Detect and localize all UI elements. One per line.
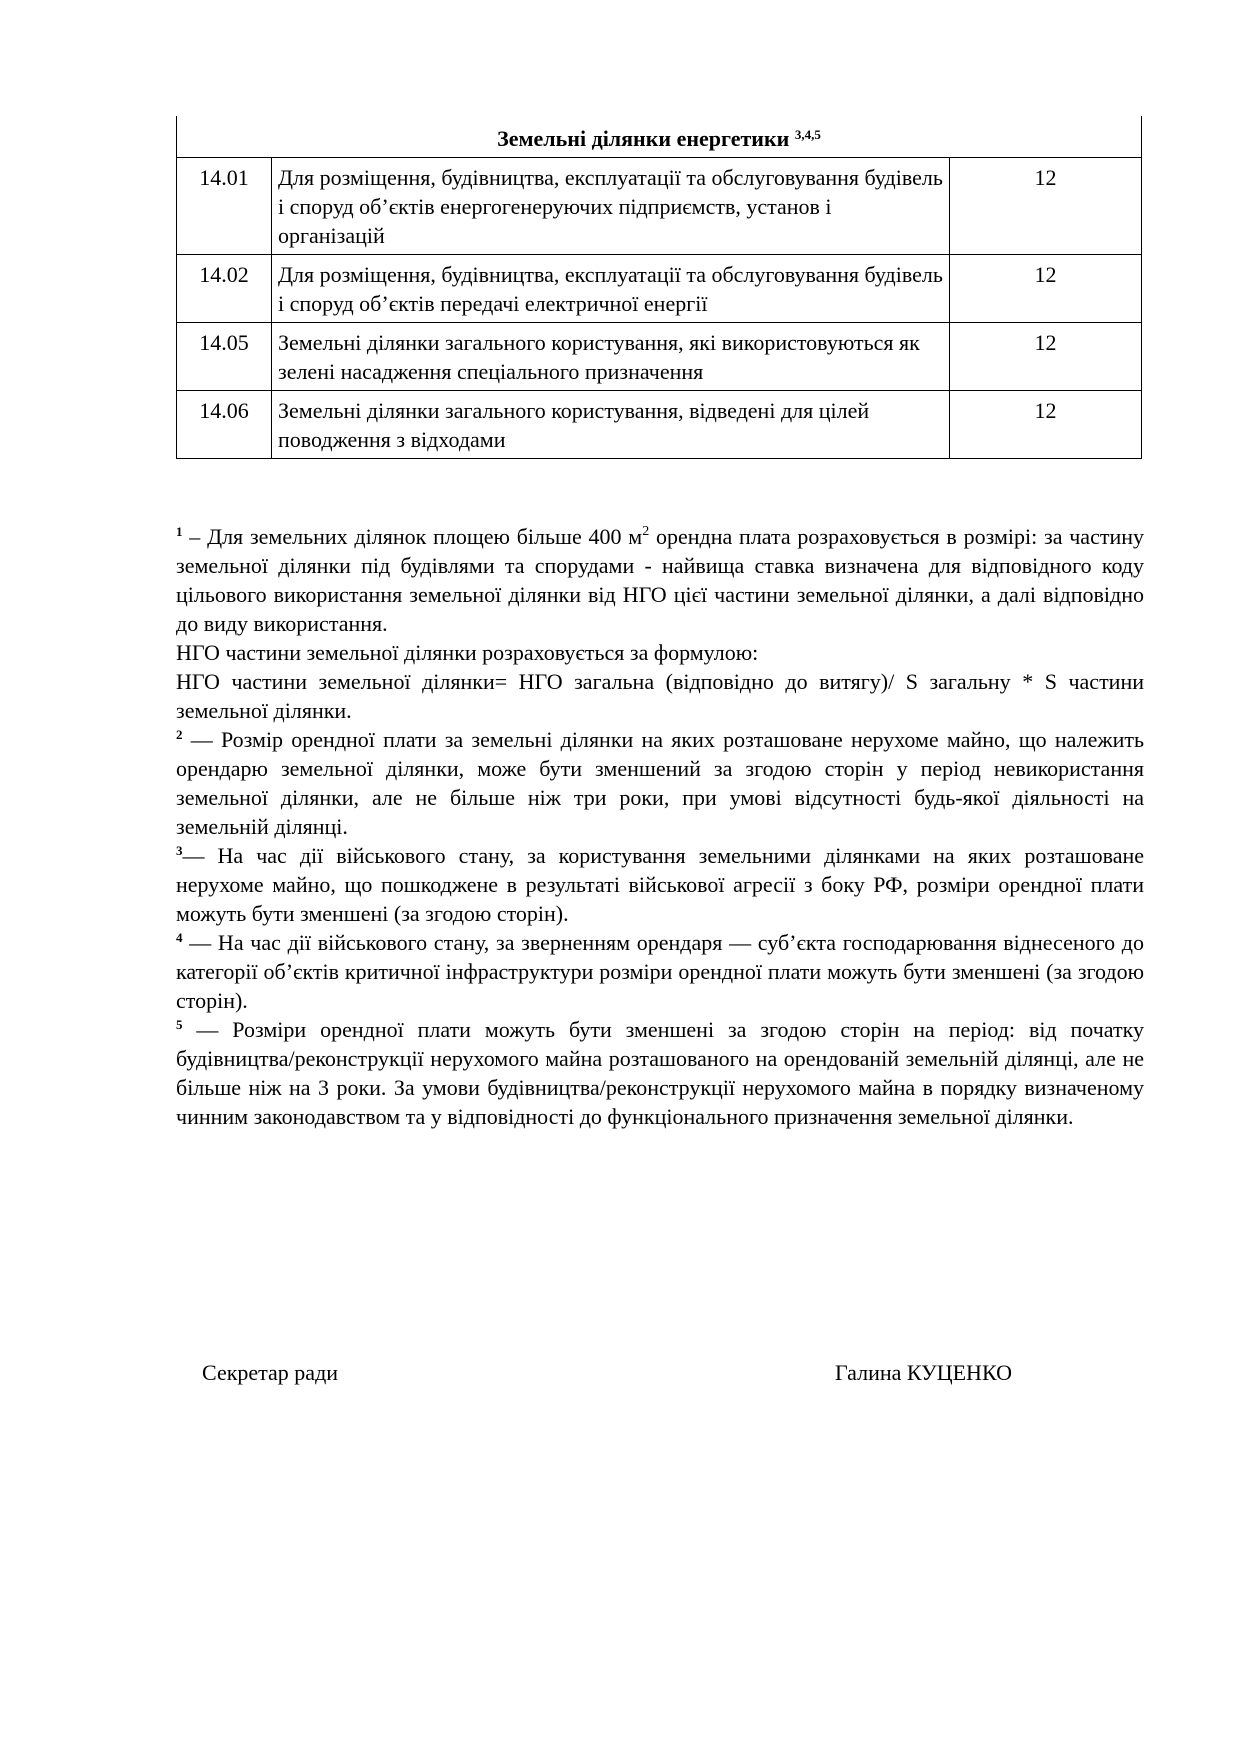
footnote-1-formula: НГО частини земельної ділянки= НГО загальна (відповідно до витягу)/ S загальну * S частини земельної ділянки. (176, 669, 1144, 723)
row-description: Земельні ділянки загального користування, відведені для цілей поводження з відходами (272, 391, 950, 459)
land-rates-table (176, 116, 1142, 459)
footnote-3-mark: 3 (176, 843, 183, 858)
row-description: Для розміщення, будівництва, експлуатації та обслуговування будівель і споруд об’єктів передачі електричної енергії (272, 255, 950, 323)
footnote-1-mark: 1 (176, 524, 183, 539)
footnote-5: $^5$ — Розміри орендної плати можуть бути зменшені за згодою сторін на період: від початку будівництва/реконструкції нерухомого майна розташованого на орендованій земельній ділянці, але не більше ніж на 3 роки. За умови будівництва/реконструкції нерухомого майна в порядку визначеному чинним законодавством та у відповідності до функціонального призначення земельної ділянки. (176, 1017, 1144, 1129)
footnote-5-mark: 5 (176, 1017, 183, 1032)
footnote-2: $^2$ — Розмір орендної плати за земельні ділянки на яких розташоване нерухоме майно, що належить орендарю земельної ділянки, може бути зменшений за згодою сторін у період невикористання земельної ділянки, але не більше ніж три роки, при умові відсутності будь-якої діяльності на земельній ділянці. (176, 727, 1144, 839)
row-rate: 12 (950, 158, 1142, 255)
section-title: Земельні ділянки енергетики $^{3,4,5}$ (177, 116, 1142, 158)
row-code: 14.02 (177, 255, 272, 323)
footnote-4: $^4$ — На час дії військового стану, за зверненням орендаря — суб’єкта господарювання віднесеного до категорії об’єктів критичної інфраструктури розміри орендної плати можуть бути зменшені (за згодою сторін). (176, 930, 1144, 1013)
table-section-header (177, 116, 1142, 158)
signature-name: Галина КУЦЕНКО (835, 1360, 1012, 1385)
footnote-3: $^3$— На час дії військового стану, за користування земельними ділянками на яких розташоване нерухоме майно, що пошкоджене в результаті військової агресії з боку РФ, розміри орендної плати можуть бути зменшені (за згодою сторін). (176, 843, 1144, 926)
table-row (177, 323, 1142, 391)
row-code: 14.06 (177, 391, 272, 459)
table-row (177, 255, 1142, 323)
footnote-4-mark: 4 (176, 930, 183, 945)
footnote-1-formula-intro: НГО частини земельної ділянки розраховується за формулою: (176, 640, 759, 665)
footnotes (176, 522, 1144, 1131)
square-meter-superscript: 2 (642, 524, 650, 539)
row-rate: 12 (950, 323, 1142, 391)
row-description: Земельні ділянки загального користування, які використовуються як зелені насадження спеціального призначення (272, 323, 950, 391)
row-code: 14.05 (177, 323, 272, 391)
table-row (177, 158, 1142, 255)
signature-position: Секретар ради (202, 1360, 339, 1385)
row-description: Для розміщення, будівництва, експлуатації та обслуговування будівель і споруд об’єктів енергогенеруючих підприємств, установ і організацій (272, 158, 950, 255)
row-rate: 12 (950, 255, 1142, 323)
row-rate: 12 (950, 391, 1142, 459)
row-code: 14.01 (177, 158, 272, 255)
footnote-2-mark: 2 (176, 727, 183, 742)
footnote-1: $^1$ – Для земельних ділянок площею більше 400 $м^2$ орендна плата розраховується в розмірі: за частину земельної ділянки під будівлями та спорудами - найвища ставка визначена для відповідного коду цільового використання земельної ділянки від НГО цієї частини земельної ділянки, а далі відповідно до виду використання. (176, 524, 1145, 636)
table-row (177, 391, 1142, 459)
section-title-footnote-refs: 3,4,5 (794, 127, 821, 142)
